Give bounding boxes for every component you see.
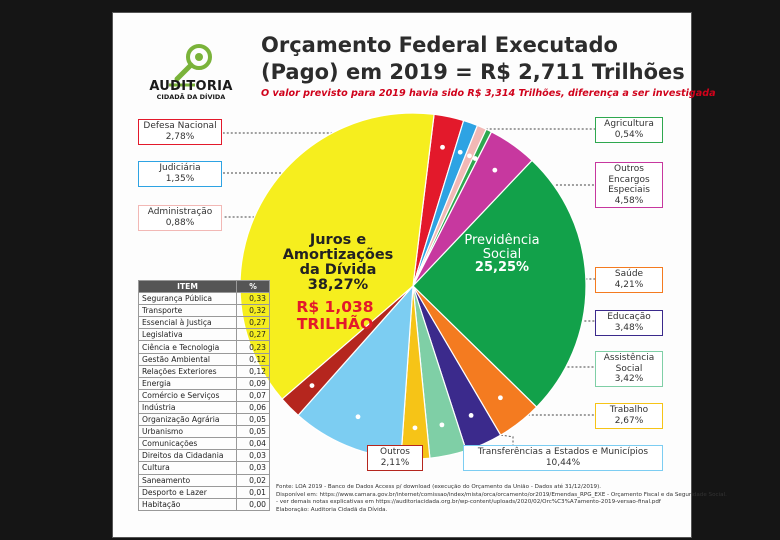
table-cell-percent: 0,03: [237, 450, 270, 462]
label-box-educacao-name: Educação: [607, 312, 651, 322]
items-table: [138, 280, 270, 511]
source-line-4: Elaboração: Auditoria Cidadã da Dívida.: [276, 506, 388, 513]
table-cell-percent: 0,12: [237, 365, 270, 377]
table-cell-item: Direitos da Cidadania: [139, 450, 237, 462]
items-header-percent: %: [237, 281, 270, 293]
label-box-encargos-value: 4,58%: [614, 195, 644, 206]
table-cell-percent: 0,27: [237, 317, 270, 329]
label-box-outros: [367, 445, 423, 471]
table-cell-percent: 0,32: [237, 305, 270, 317]
table-cell-percent: 0,09: [237, 377, 270, 389]
table-cell-percent: 0,12: [237, 353, 270, 365]
logo-name: AUDITORIA: [149, 79, 233, 94]
label-box-outros-name: Outros: [379, 447, 410, 457]
table-row: [139, 353, 270, 365]
label-box-agricultura-name: Agricultura: [604, 119, 654, 129]
label-box-encargos: [595, 162, 663, 208]
label-box-assistencia-value: 3,42%: [614, 374, 644, 384]
table-row: [139, 450, 270, 462]
label-box-trabalho-value: 2,67%: [614, 415, 644, 426]
label-box-judiciaria: [138, 161, 222, 187]
pie-label-juros: [273, 233, 403, 293]
table-cell-percent: 0,02: [237, 474, 270, 486]
label-box-transferencias-value: 10,44%: [545, 457, 581, 468]
table-cell-item: Desporto e Lazer: [139, 486, 237, 498]
subtitle: O valor previsto para 2019 havia sido R$ 3,314 Trilhões, diferença a ser investigada: [261, 88, 716, 99]
title-line1: Orçamento Federal Executado: [261, 33, 618, 57]
table-row: [139, 389, 270, 401]
table-row: [139, 329, 270, 341]
label-box-judiciaria-value: 1,35%: [165, 173, 195, 184]
label-box-transferencias: [463, 445, 663, 471]
table-cell-percent: 0,05: [237, 426, 270, 438]
table-row: [139, 474, 270, 486]
label-box-defesa: [138, 119, 222, 145]
label-box-encargos-name: Outros Encargos Especiais: [608, 164, 650, 195]
table-cell-item: Urbanismo: [139, 426, 237, 438]
connector-dot-saude: [498, 395, 503, 400]
table-cell-item: Relações Exteriores: [139, 365, 237, 377]
label-box-educacao-value: 3,48%: [614, 322, 644, 333]
source-line-2: Disponível em: https://www.camara.gov.br/internet/comissao/index/mista/orca/orcamento/or2019/Emendas_RPG_EXE - Orçamento Fiscal e da Seguridade Social.: [276, 491, 727, 498]
table-cell-percent: 0,06: [237, 401, 270, 413]
label-box-trabalho: [595, 403, 663, 429]
connector-dot-encargos: [492, 168, 497, 173]
pie-label-previdencia-name: Previdência Social: [464, 233, 540, 262]
label-box-saude: [595, 267, 663, 293]
label-box-administracao-value: 0,88%: [165, 217, 195, 228]
table-row: [139, 498, 270, 510]
table-cell-percent: 0,03: [237, 462, 270, 474]
infographic-panel: [112, 12, 727, 538]
table-row: [139, 317, 270, 329]
table-cell-percent: 0,05: [237, 414, 270, 426]
table-cell-item: Indústria: [139, 401, 237, 413]
table-row: [139, 414, 270, 426]
connector-dot-defesa: [440, 145, 445, 150]
label-box-transferencias-name: Transferências a Estados e Municípios: [477, 447, 649, 457]
table-row: [139, 305, 270, 317]
table-cell-item: Habitação: [139, 498, 237, 510]
table-row: [139, 341, 270, 353]
table-row: [139, 401, 270, 413]
table-cell-percent: 0,27: [237, 329, 270, 341]
table-row: [139, 426, 270, 438]
connector-dot-outros: [310, 383, 315, 388]
items-table-header: [139, 281, 270, 293]
table-row: [139, 377, 270, 389]
table-cell-item: Organização Agrária: [139, 414, 237, 426]
label-box-defesa-name: Defesa Nacional: [143, 121, 217, 131]
table-cell-item: Transporte: [139, 305, 237, 317]
label-box-administracao: [138, 205, 222, 231]
label-box-administracao-name: Administração: [147, 207, 213, 217]
source-line-1: Fonte: LOA 2019 - Banco de Dados Access p/ download (execução do Orçamento da União - Dados até 31/12/2019).: [276, 484, 602, 490]
table-cell-item: Comunicações: [139, 438, 237, 450]
table-row: [139, 462, 270, 474]
connector-dot-educacao: [469, 413, 474, 418]
pie-label-juros-amount: R$ 1,038 TRILHÃO: [296, 298, 374, 333]
label-box-assistencia: [595, 351, 663, 387]
table-cell-item: Cultura: [139, 462, 237, 474]
logo-subtitle: CIDADÃ DA DÍVIDA: [156, 93, 226, 101]
table-cell-item: Saneamento: [139, 474, 237, 486]
table-cell-item: Ciência e Tecnologia: [139, 341, 237, 353]
source-notes: [276, 484, 727, 514]
label-box-defesa-value: 2,78%: [165, 131, 195, 142]
pie-label-juros-value: 38,27%: [307, 277, 369, 293]
pie-label-previdencia-value: 25,25%: [474, 260, 530, 275]
items-header-item: ITEM: [139, 281, 237, 293]
table-cell-percent: 0,01: [237, 486, 270, 498]
table-cell-percent: 0,07: [237, 389, 270, 401]
table-row: [139, 293, 270, 305]
label-box-agricultura: [595, 117, 663, 143]
table-cell-item: Gestão Ambiental: [139, 353, 237, 365]
label-box-outros-value: 2,11%: [380, 457, 410, 468]
label-box-agricultura-value: 0,54%: [614, 129, 644, 140]
connector-dot-trabalho: [413, 425, 418, 430]
table-cell-item: Comércio e Serviços: [139, 389, 237, 401]
label-box-trabalho-name: Trabalho: [609, 405, 649, 415]
label-box-educacao: [595, 310, 663, 336]
label-box-saude-value: 4,21%: [614, 279, 644, 290]
table-row: [139, 486, 270, 498]
table-cell-percent: 0,33: [237, 293, 270, 305]
table-cell-item: Essencial à Justiça: [139, 317, 237, 329]
label-box-assistencia-name: Assistência Social: [603, 353, 655, 374]
connector-dot-assistencia: [440, 422, 445, 427]
connector-dot-transferencias: [356, 414, 361, 419]
label-box-judiciaria-name: Judiciária: [159, 163, 201, 173]
connector-dot-agricultura: [473, 156, 478, 161]
title-line2: (Pago) em 2019 = R$ 2,711 Trilhões: [261, 60, 685, 84]
connector-dot-judiciaria: [458, 150, 463, 155]
table-row: [139, 438, 270, 450]
table-row: [139, 365, 270, 377]
table-cell-item: Legislativa: [139, 329, 237, 341]
table-cell-percent: 0,23: [237, 341, 270, 353]
table-cell-item: Segurança Pública: [139, 293, 237, 305]
table-cell-percent: 0,00: [237, 498, 270, 510]
table-cell-item: Energia: [139, 377, 237, 389]
label-box-saude-name: Saúde: [614, 269, 644, 279]
connector-dot-administracao: [467, 153, 472, 158]
table-cell-percent: 0,04: [237, 438, 270, 450]
pie-label-previdencia: [449, 234, 555, 275]
source-line-3: - ver demais notas explicativas em https://auditoriacidada.org.br/wp-content/uploads/2020/02/Orc%C3%A7amento-2019-versao-final.pdf: [276, 499, 661, 506]
pie-label-juros-name: Juros e Amortizações da Dívida: [282, 232, 394, 278]
